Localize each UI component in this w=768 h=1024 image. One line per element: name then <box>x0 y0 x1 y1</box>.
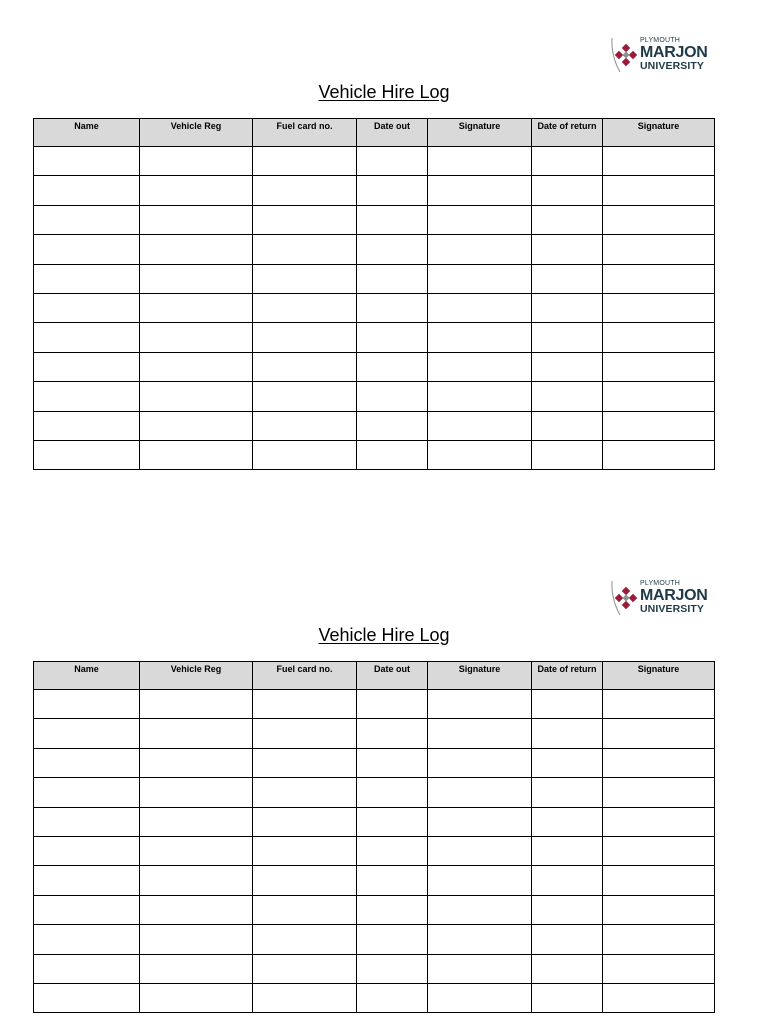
table-cell[interactable] <box>357 205 428 234</box>
table-body <box>34 690 715 1013</box>
table-row <box>34 690 715 719</box>
table-row <box>34 440 715 469</box>
table-cell[interactable] <box>34 807 140 836</box>
table-cell[interactable] <box>603 440 715 469</box>
table-cell[interactable] <box>253 411 357 440</box>
table-row <box>34 925 715 954</box>
logo-line-marjon: MARJON <box>640 587 708 604</box>
table-cell[interactable] <box>603 719 715 748</box>
table-cell[interactable] <box>140 983 253 1012</box>
table-cell[interactable] <box>140 205 253 234</box>
table-cell[interactable] <box>140 895 253 924</box>
table-row <box>34 836 715 865</box>
table-cell[interactable] <box>532 352 603 381</box>
table-cell[interactable] <box>603 382 715 411</box>
table-row <box>34 176 715 205</box>
table-cell[interactable] <box>357 954 428 983</box>
table-row <box>34 235 715 264</box>
table-row <box>34 147 715 176</box>
table-cell[interactable] <box>253 264 357 293</box>
table-cell[interactable] <box>140 807 253 836</box>
table-header-row <box>34 119 715 147</box>
table-cell[interactable] <box>140 264 253 293</box>
table-cell[interactable] <box>357 866 428 895</box>
table-cell[interactable] <box>140 440 253 469</box>
table-cell[interactable] <box>532 147 603 176</box>
table-cell[interactable] <box>140 235 253 264</box>
table-cell[interactable] <box>34 778 140 807</box>
table-cell[interactable] <box>34 352 140 381</box>
table-cell[interactable] <box>603 836 715 865</box>
logo-line-plymouth: PLYMOUTH <box>640 37 680 44</box>
table-cell[interactable] <box>34 176 140 205</box>
table-cell[interactable] <box>34 293 140 322</box>
table-cell[interactable] <box>603 147 715 176</box>
table-cell[interactable] <box>253 176 357 205</box>
table-cell[interactable] <box>603 925 715 954</box>
table-cell[interactable] <box>428 895 532 924</box>
table-cell[interactable] <box>253 954 357 983</box>
table-cell[interactable] <box>253 293 357 322</box>
table-cell[interactable] <box>253 690 357 719</box>
table-cell[interactable] <box>428 719 532 748</box>
table-cell[interactable] <box>357 440 428 469</box>
vehicle-hire-log-form-2 <box>0 543 768 1023</box>
table-cell[interactable] <box>140 147 253 176</box>
table-cell[interactable] <box>603 176 715 205</box>
table-cell[interactable] <box>34 866 140 895</box>
table-header-row <box>34 662 715 690</box>
table-cell[interactable] <box>253 352 357 381</box>
table-cell[interactable] <box>140 866 253 895</box>
table-cell[interactable] <box>603 690 715 719</box>
table-cell[interactable] <box>34 719 140 748</box>
table-cell[interactable] <box>532 807 603 836</box>
table-cell[interactable] <box>603 895 715 924</box>
table-cell[interactable] <box>140 748 253 777</box>
marjon-logo-mark-icon <box>610 34 640 74</box>
table-cell[interactable] <box>253 440 357 469</box>
table-cell[interactable] <box>253 983 357 1012</box>
table-cell[interactable] <box>428 866 532 895</box>
table-cell[interactable] <box>34 983 140 1012</box>
table-cell[interactable] <box>357 323 428 352</box>
table-cell[interactable] <box>428 925 532 954</box>
table-cell[interactable] <box>357 925 428 954</box>
table-cell[interactable] <box>253 866 357 895</box>
table-cell[interactable] <box>34 235 140 264</box>
table-cell[interactable] <box>603 235 715 264</box>
table-row <box>34 983 715 1012</box>
marjon-logo <box>610 575 714 619</box>
hire-log-table <box>33 118 715 470</box>
page-title: Vehicle Hire Log <box>318 625 450 645</box>
table-cell[interactable] <box>253 925 357 954</box>
table-cell[interactable] <box>253 836 357 865</box>
table-cell[interactable] <box>428 778 532 807</box>
table-row <box>34 323 715 352</box>
marjon-logo <box>610 32 714 76</box>
table-cell[interactable] <box>357 235 428 264</box>
column-header-vehicle-reg: Vehicle Reg <box>140 662 253 690</box>
column-header-fuel-card: Fuel card no. <box>253 662 357 690</box>
column-header-fuel-card: Fuel card no. <box>253 119 357 147</box>
table-cell[interactable] <box>34 954 140 983</box>
page-title: Vehicle Hire Log <box>318 82 450 102</box>
table-cell[interactable] <box>140 954 253 983</box>
table-cell[interactable] <box>357 895 428 924</box>
table-row <box>34 866 715 895</box>
table-cell[interactable] <box>532 778 603 807</box>
table-row <box>34 748 715 777</box>
table-cell[interactable] <box>603 748 715 777</box>
table-cell[interactable] <box>140 690 253 719</box>
table-row <box>34 954 715 983</box>
table-cell[interactable] <box>603 293 715 322</box>
table-cell[interactable] <box>532 264 603 293</box>
table-cell[interactable] <box>253 235 357 264</box>
table-cell[interactable] <box>603 264 715 293</box>
table-cell[interactable] <box>34 264 140 293</box>
table-cell[interactable] <box>532 983 603 1012</box>
table-cell[interactable] <box>140 411 253 440</box>
table-row <box>34 719 715 748</box>
table-cell[interactable] <box>34 147 140 176</box>
table-cell[interactable] <box>428 440 532 469</box>
table-cell[interactable] <box>532 954 603 983</box>
table-cell[interactable] <box>532 411 603 440</box>
table-cell[interactable] <box>532 205 603 234</box>
table-cell[interactable] <box>34 748 140 777</box>
table-cell[interactable] <box>357 690 428 719</box>
logo-line-marjon: MARJON <box>640 44 708 61</box>
table-cell[interactable] <box>357 748 428 777</box>
table-cell[interactable] <box>428 382 532 411</box>
marjon-logo-text <box>640 32 714 72</box>
table-cell[interactable] <box>603 352 715 381</box>
table-row <box>34 382 715 411</box>
table-cell[interactable] <box>34 382 140 411</box>
table-cell[interactable] <box>357 352 428 381</box>
table-cell[interactable] <box>140 352 253 381</box>
table-cell[interactable] <box>428 147 532 176</box>
table-cell[interactable] <box>532 293 603 322</box>
table-cell[interactable] <box>428 836 532 865</box>
table-body <box>34 147 715 470</box>
table-cell[interactable] <box>357 411 428 440</box>
column-header-vehicle-reg: Vehicle Reg <box>140 119 253 147</box>
column-header-date-out: Date out <box>357 662 428 690</box>
table-cell[interactable] <box>428 264 532 293</box>
table-cell[interactable] <box>532 382 603 411</box>
table-cell[interactable] <box>34 895 140 924</box>
table-cell[interactable] <box>428 293 532 322</box>
marjon-logo-mark-icon <box>610 577 640 617</box>
table-cell[interactable] <box>532 690 603 719</box>
table-cell[interactable] <box>357 807 428 836</box>
table-cell[interactable] <box>532 836 603 865</box>
column-header-date-out: Date out <box>357 119 428 147</box>
table-cell[interactable] <box>140 719 253 748</box>
table-cell[interactable] <box>253 205 357 234</box>
table-row <box>34 205 715 234</box>
table-cell[interactable] <box>357 293 428 322</box>
table-row <box>34 411 715 440</box>
marjon-logo-text <box>640 575 714 615</box>
table-cell[interactable] <box>603 866 715 895</box>
table-cell[interactable] <box>253 719 357 748</box>
column-header-signature-return: Signature <box>603 662 715 690</box>
table-cell[interactable] <box>140 925 253 954</box>
table-cell[interactable] <box>357 983 428 1012</box>
table-row <box>34 352 715 381</box>
table-cell[interactable] <box>603 411 715 440</box>
table-cell[interactable] <box>253 748 357 777</box>
table-row <box>34 895 715 924</box>
table-cell[interactable] <box>428 411 532 440</box>
table-cell[interactable] <box>603 323 715 352</box>
vehicle-hire-log-form-1 <box>0 0 768 480</box>
table-cell[interactable] <box>253 778 357 807</box>
table-cell[interactable] <box>428 954 532 983</box>
table-cell[interactable] <box>428 748 532 777</box>
table-cell[interactable] <box>357 836 428 865</box>
table-cell[interactable] <box>603 983 715 1012</box>
table-cell[interactable] <box>428 205 532 234</box>
table-cell[interactable] <box>603 205 715 234</box>
column-header-name: Name <box>34 662 140 690</box>
table-cell[interactable] <box>357 147 428 176</box>
table-cell[interactable] <box>253 323 357 352</box>
column-header-signature-return: Signature <box>603 119 715 147</box>
table-cell[interactable] <box>532 235 603 264</box>
table-cell[interactable] <box>357 264 428 293</box>
table-cell[interactable] <box>428 235 532 264</box>
table-cell[interactable] <box>253 382 357 411</box>
logo-line-university: UNIVERSITY <box>640 60 705 72</box>
table-cell[interactable] <box>532 925 603 954</box>
column-header-date-of-return: Date of return <box>532 119 603 147</box>
table-cell[interactable] <box>34 323 140 352</box>
table-cell[interactable] <box>357 382 428 411</box>
table-cell[interactable] <box>34 205 140 234</box>
table-cell[interactable] <box>532 719 603 748</box>
table-cell[interactable] <box>253 147 357 176</box>
table-cell[interactable] <box>140 293 253 322</box>
table-cell[interactable] <box>253 895 357 924</box>
column-header-signature-out: Signature <box>428 662 532 690</box>
table-cell[interactable] <box>140 323 253 352</box>
table-cell[interactable] <box>428 807 532 836</box>
table-cell[interactable] <box>532 895 603 924</box>
column-header-signature-out: Signature <box>428 119 532 147</box>
table-cell[interactable] <box>428 690 532 719</box>
table-row <box>34 807 715 836</box>
table-cell[interactable] <box>532 440 603 469</box>
table-cell[interactable] <box>532 748 603 777</box>
logo-line-university: UNIVERSITY <box>640 603 705 615</box>
table-cell[interactable] <box>34 440 140 469</box>
hire-log-table <box>33 661 715 1013</box>
table-cell[interactable] <box>428 323 532 352</box>
table-cell[interactable] <box>603 778 715 807</box>
table-cell[interactable] <box>140 382 253 411</box>
table-cell[interactable] <box>532 866 603 895</box>
table-cell[interactable] <box>34 690 140 719</box>
table-cell[interactable] <box>34 836 140 865</box>
table-cell[interactable] <box>428 176 532 205</box>
table-row <box>34 778 715 807</box>
table-cell[interactable] <box>140 836 253 865</box>
table-cell[interactable] <box>603 807 715 836</box>
table-cell[interactable] <box>357 176 428 205</box>
table-cell[interactable] <box>140 176 253 205</box>
table-cell[interactable] <box>140 778 253 807</box>
table-row <box>34 293 715 322</box>
table-row <box>34 264 715 293</box>
table-cell[interactable] <box>357 719 428 748</box>
table-cell[interactable] <box>603 954 715 983</box>
table-cell[interactable] <box>253 807 357 836</box>
table-cell[interactable] <box>428 983 532 1012</box>
table-cell[interactable] <box>357 778 428 807</box>
table-cell[interactable] <box>428 352 532 381</box>
table-cell[interactable] <box>34 411 140 440</box>
logo-line-plymouth: PLYMOUTH <box>640 580 680 587</box>
table-cell[interactable] <box>532 323 603 352</box>
column-header-date-of-return: Date of return <box>532 662 603 690</box>
table-cell[interactable] <box>34 925 140 954</box>
column-header-name: Name <box>34 119 140 147</box>
table-cell[interactable] <box>532 176 603 205</box>
